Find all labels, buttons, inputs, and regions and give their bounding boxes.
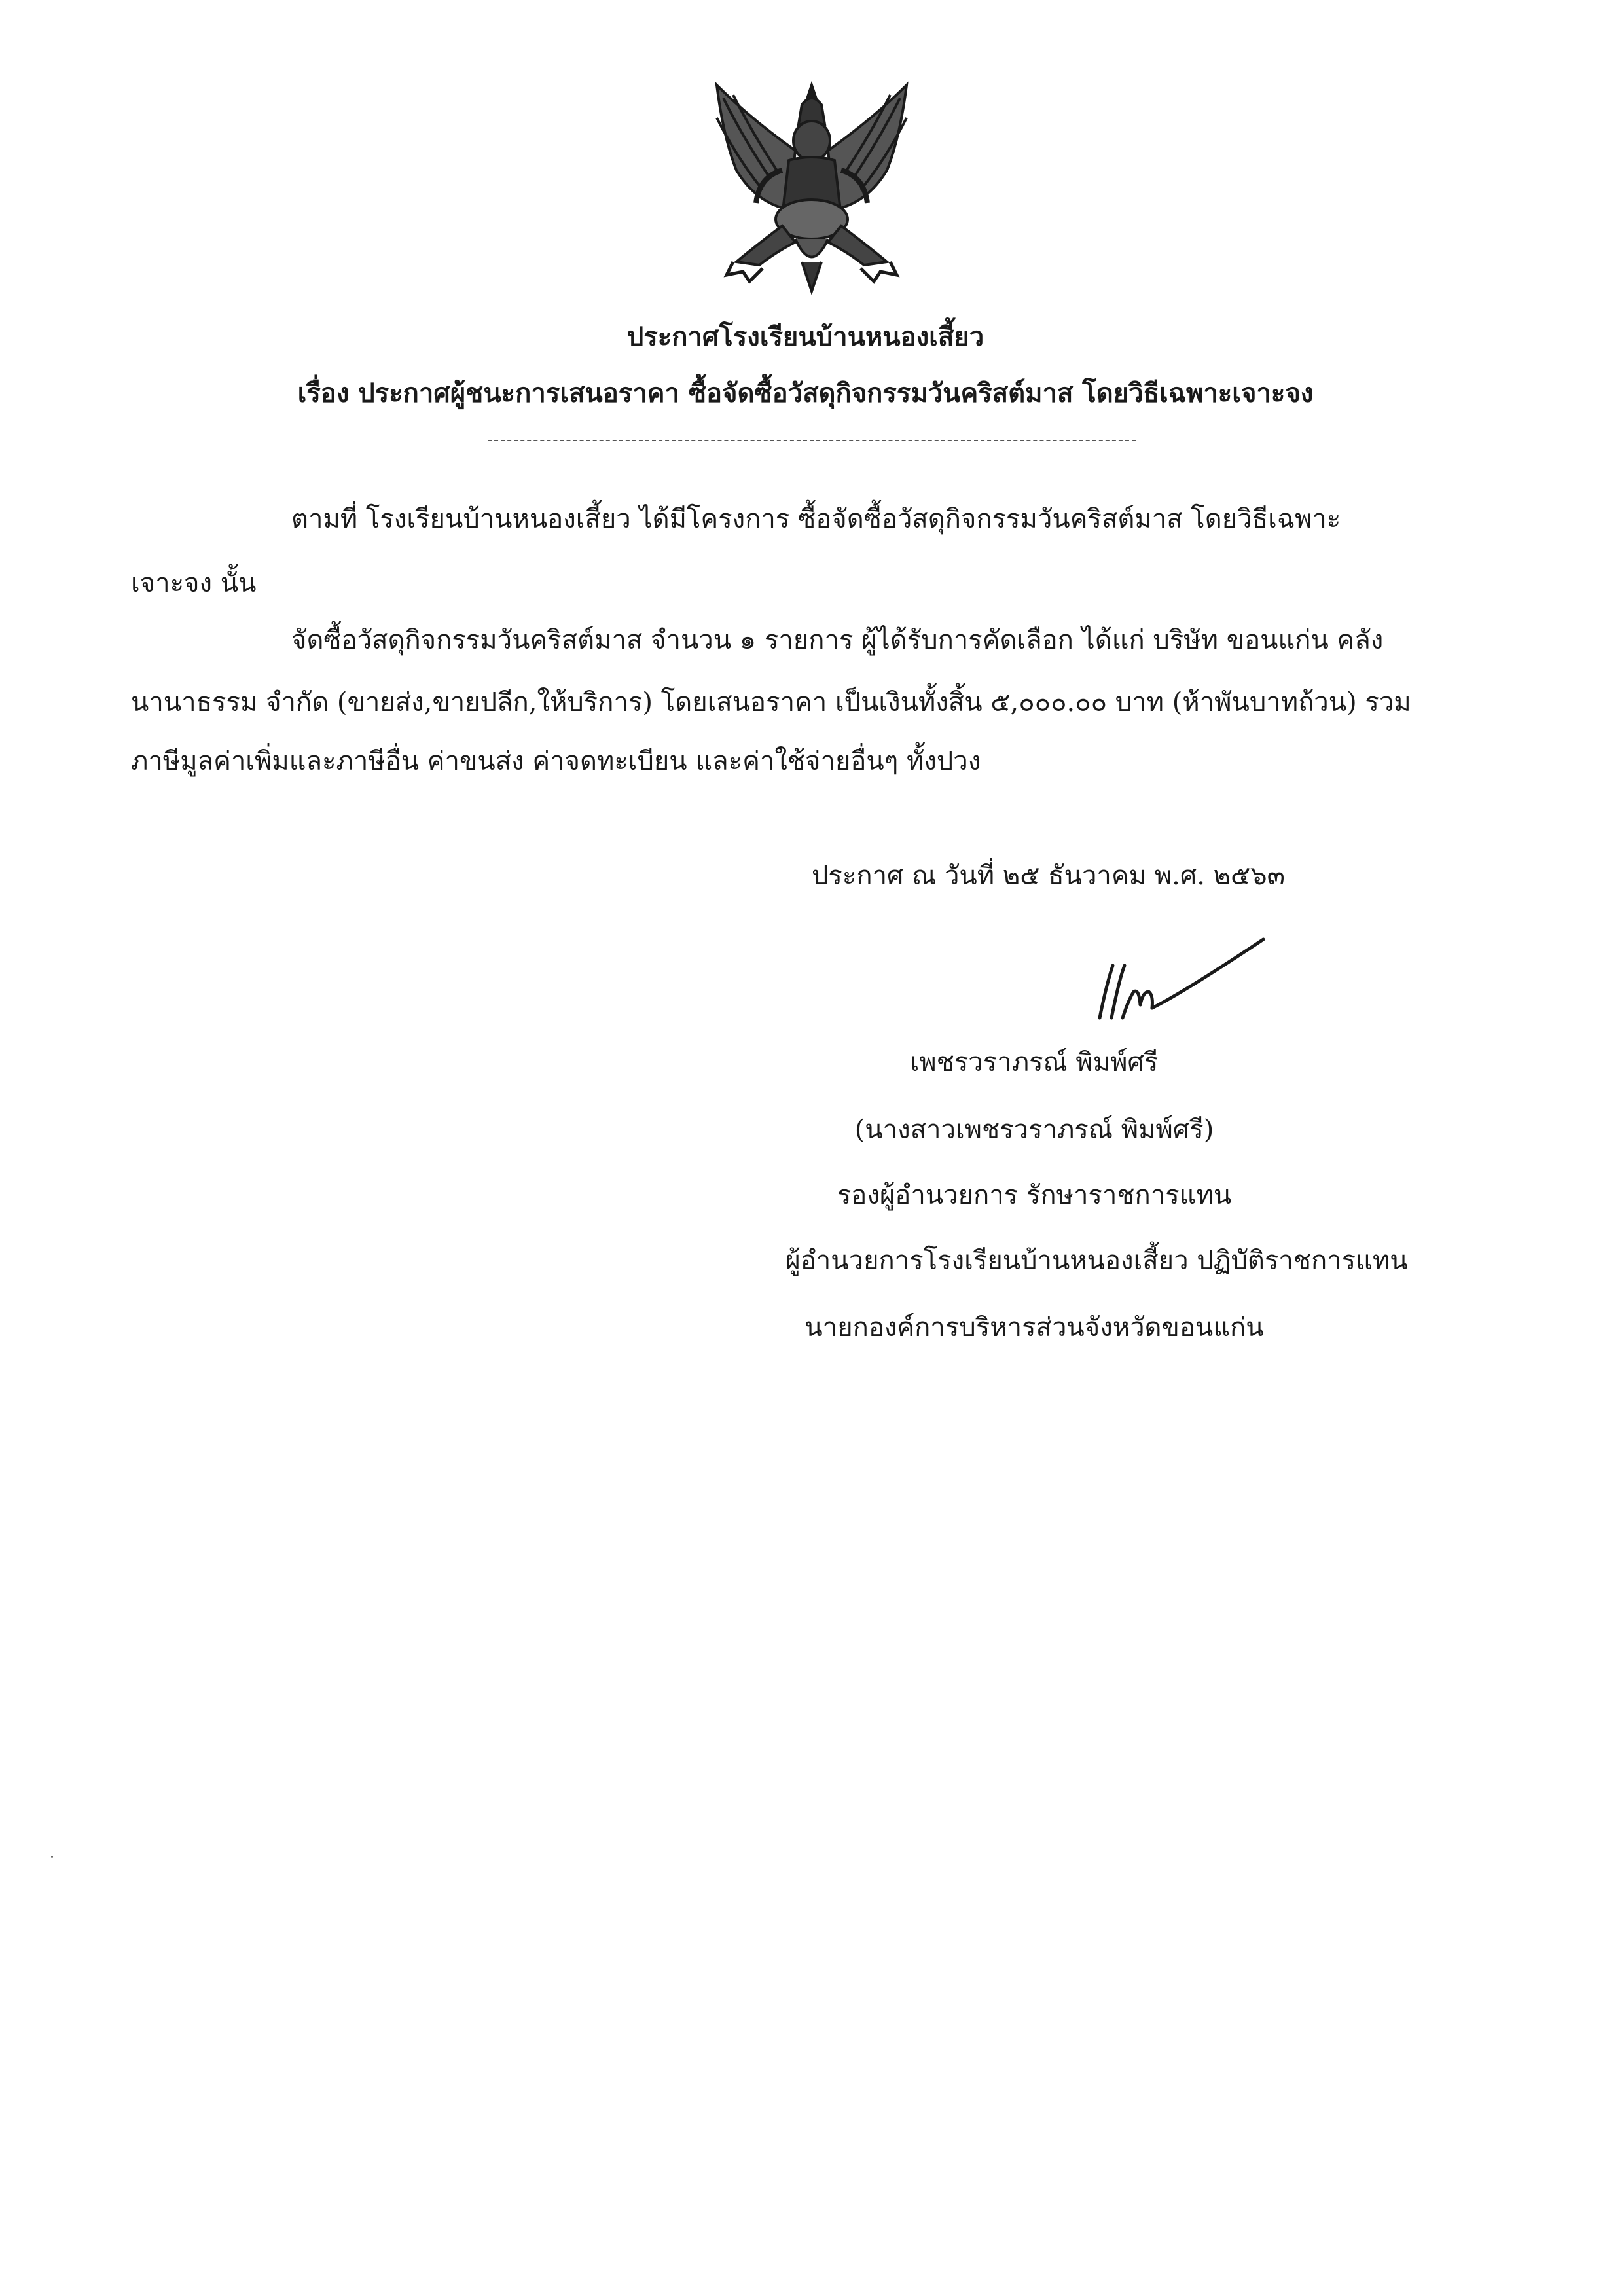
divider [488,440,1136,441]
signatory-position-2: ผู้อำนวยการโรงเรียนบ้านหนองเสี้ยว ปฏิบัติราชการแทน [785,1246,1408,1276]
signatory-signed-name: เพชรวราภรณ์ พิมพ์ศรี [910,1047,1159,1077]
paragraph-1-line-1: ตามที่ โรงเรียนบ้านหนองเสี้ยว ได้มีโครงการ ซื้อจัดซื้อวัสดุกิจกรรมวันคริสต์มาส โดยวิธีเฉพาะ [291,504,1341,534]
document-subject: เรื่อง ประกาศผู้ชนะการเสนอราคา ซื้อจัดซื้อวัสดุกิจกรรมวันคริสต์มาส โดยวิธีเฉพาะเจาะจง [297,378,1314,408]
paragraph-1-line-2: เจาะจง นั้น [131,568,257,598]
handwritten-signature [1087,926,1283,1031]
scan-speck [51,1856,53,1858]
signatory-full-name: (นางสาวเพชรวราภรณ์ พิมพ์ศรี) [854,1115,1214,1145]
announcement-date: ประกาศ ณ วันที่ ๒๕ ธันวาคม พ.ศ. ๒๕๖๓ [812,861,1286,891]
signatory-position-3: นายกองค์การบริหารส่วนจังหวัดขอนแก่น [804,1312,1264,1343]
paragraph-2-line-1: จัดซื้อวัสดุกิจกรรมวันคริสต์มาส จำนวน ๑ รายการ ผู้ได้รับการคัดเลือก ได้แก่ บริษัท ขอนแก่น คลัง [291,625,1384,655]
garuda-emblem-icon [697,79,926,295]
paragraph-2-line-3: ภาษีมูลค่าเพิ่มและภาษีอื่น ค่าขนส่ง ค่าจดทะเบียน และค่าใช้จ่ายอื่นๆ ทั้งปวง [131,746,981,776]
signatory-position-1: รองผู้อำนวยการ รักษาราชการแทน [837,1180,1232,1210]
document-issuer: ประกาศโรงเรียนบ้านหนองเสี้ยว [626,321,984,352]
paragraph-2-line-2: นานาธรรม จำกัด (ขายส่ง,ขายปลีก,ให้บริการ) โดยเสนอราคา เป็นเงินทั้งสิ้น ๕,๐๐๐.๐๐ บาท (ห้าพันบาทถ้วน) รวม [131,687,1411,717]
